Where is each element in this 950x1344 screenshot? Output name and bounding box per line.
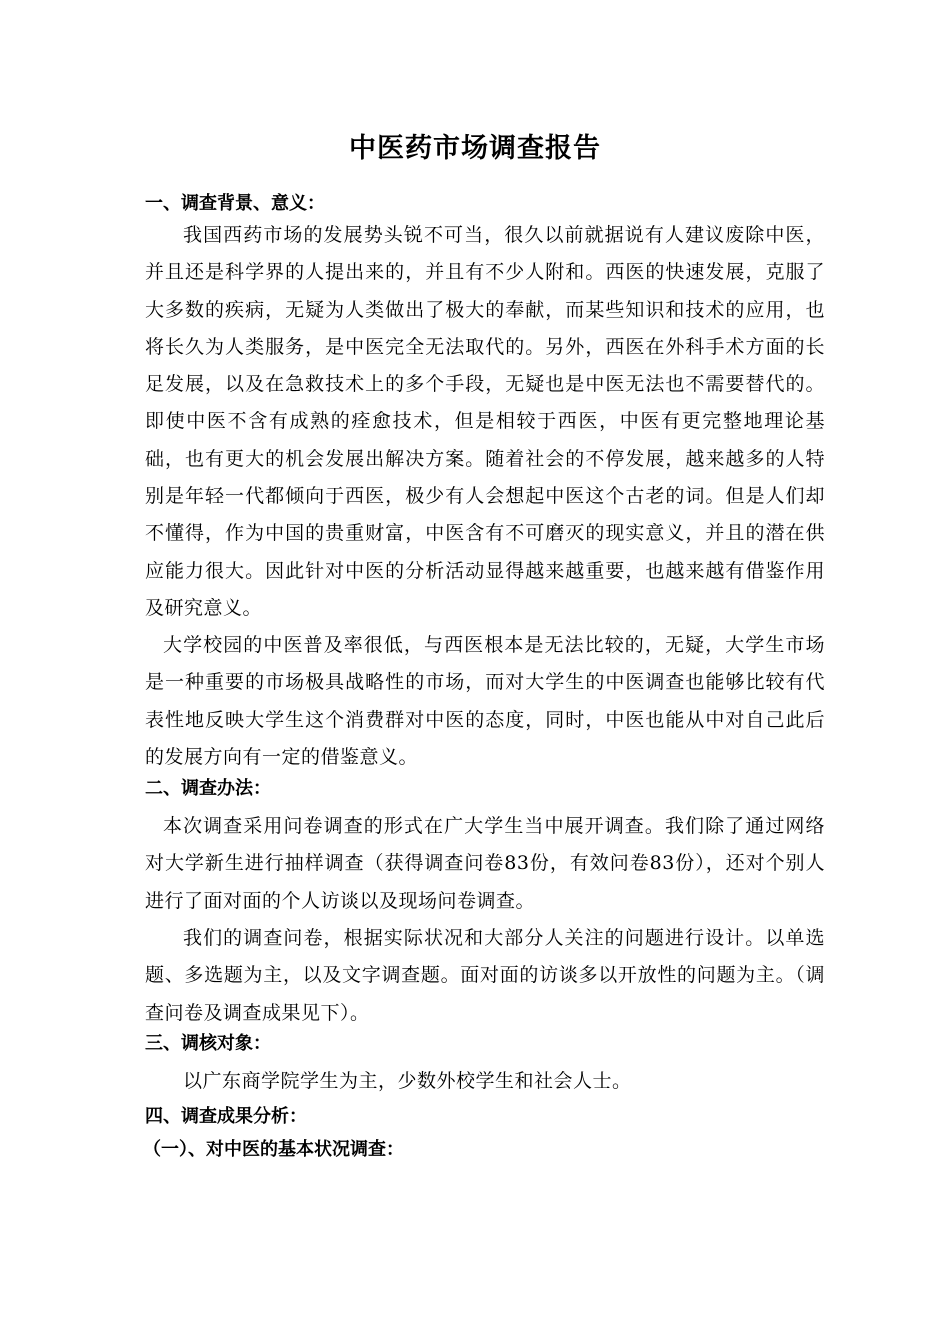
paragraph-method-1: 本次调查采用问卷调查的形式在广大学生当中展开调查。我们除了通过网络对大学新生进行抽样调查（获得调查问卷83份，有效问卷83份），还对个别人进行了面对面的个人访谈以及现场问卷调查。: [145, 815, 825, 912]
paragraph-method-2: 我们的调查问卷，根据实际状况和大部分人关注的问题进行设计。以单选题、多选题为主，以及文字调查题。面对面的访谈多以开放性的问题为主。（调查问卷及调查成果见下）。: [145, 927, 825, 1024]
subsection-heading-basic-survey: （一）、对中医的基本状况调查：: [143, 1139, 404, 1160]
document-title: 中医药市场调查报告: [349, 133, 601, 164]
section-heading-background: 一、调查背景、意义：: [145, 193, 325, 214]
paragraph-subjects: 以广东商学院学生为主，少数外校学生和社会人士。: [183, 1070, 632, 1092]
section-heading-subjects: 三、调核对象：: [145, 1033, 271, 1054]
paragraph-background-1: 我国西药市场的发展势头锐不可当，很久以前就据说有人建议废除中医，并且还是科学界的人提出来的，并且有不少人附和。西医的快速发展，克服了大多数的疾病，无疑为人类做出了极大的奉献，而某些知识和技术的应用，也将长久为人类服务，是中医完全无法取代的。另外，西医在外科手术方面的长足发展，以及在急救技术上的多个手段，无疑也是中医无法也不需要替代的。即使中医不含有成熟的痊愈技术，但是相较于西医，中医有更完整地理论基础，也有更大的机会发展出解决方案。随着社会的不停发展，越来越多的人特别是年轻一代都倾向于西医，极少有人会想起中医这个古老的词。但是人们却不懂得，作为中国的贵重财富，中医含有不可磨灭的现实意义，并且的潜在供应能力很大。因此针对中医的分析活动显得越来越重要，也越来越有借鉴作用及研究意义。: [145, 224, 825, 619]
paragraph-background-2: 大学校园的中医普及率很低，与西医根本是无法比较的，无疑，大学生市场是一种重要的市场极具战略性的市场，而对大学生的中医调查也能够比较有代表性地反映大学生这个消费群对中医的态度，同时，中医也能从中对自己此后的发展方向有一定的借鉴意义。: [145, 634, 825, 768]
section-heading-analysis: 四、调查成果分析：: [145, 1106, 307, 1127]
section-heading-method: 二、调查办法：: [145, 778, 271, 799]
